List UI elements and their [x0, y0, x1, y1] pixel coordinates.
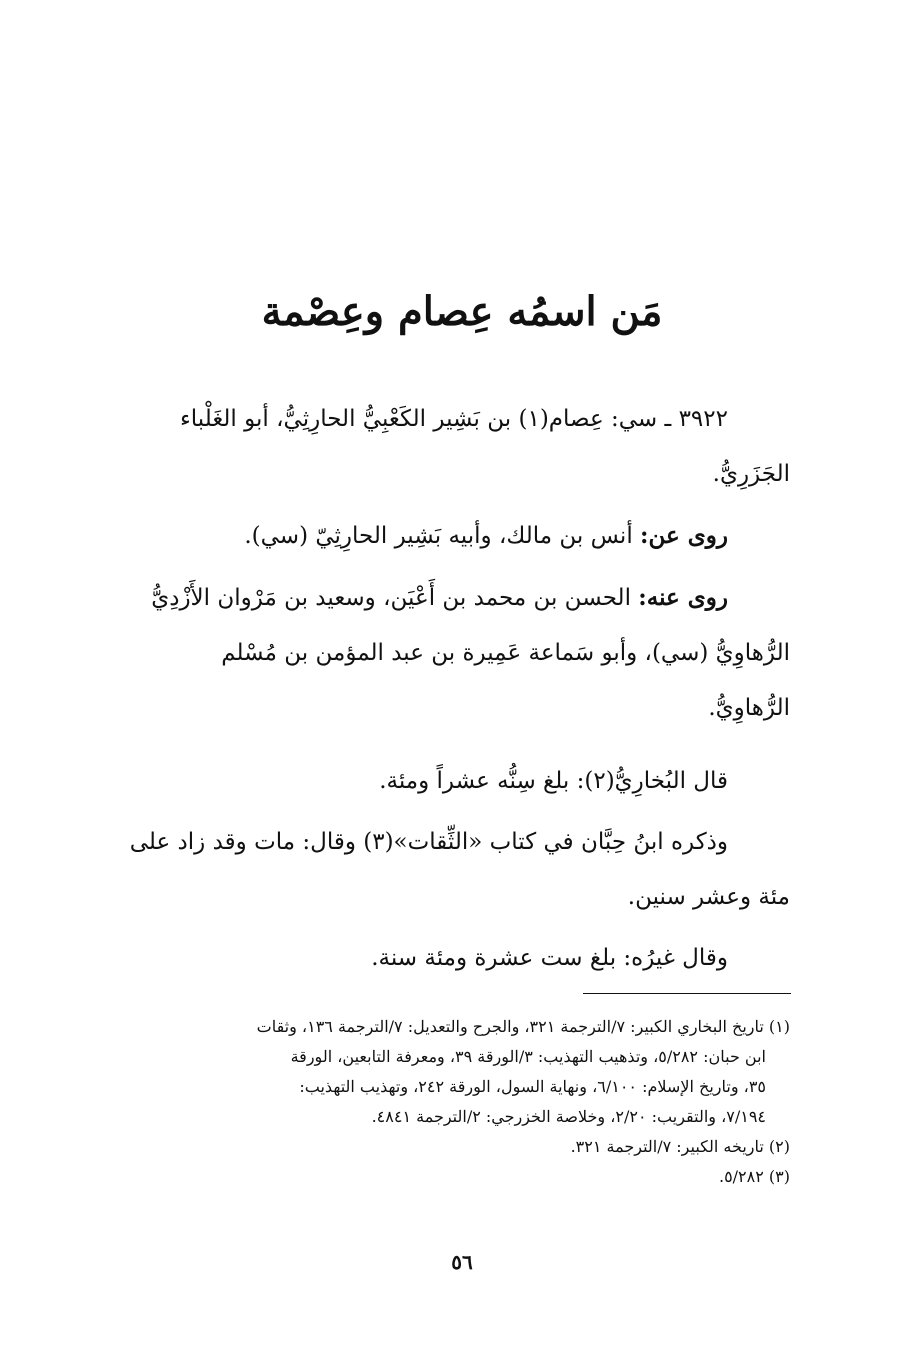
- narrated-from-paragraph: [90, 508, 790, 564]
- ibn-hibban-statement: وذكره ابنُ حِبَّان في كتاب «الثِّقات»(٣) وقال: مات وقد زاد على: [129, 829, 728, 855]
- footnote-1-line-4: ٧/١٩٤، والتقريب: ٢/٢٠، وخلاصة الخزرجي: ٢/الترجمة ٤٨٤١.: [371, 1107, 766, 1126]
- narrated-by-line-3: الرُّهاوِيُّ.: [708, 695, 790, 721]
- others-statement: وقال غيرُه: بلغ ست عشرة ومئة سنة.: [371, 945, 728, 971]
- footnotes: [90, 1012, 790, 1192]
- narrated-from-label: روى عن:: [640, 522, 728, 549]
- page-number: ٥٦: [451, 1250, 473, 1274]
- footnote-2: (٢) تاريخه الكبير: ٧/الترجمة ٣٢١.: [570, 1137, 790, 1156]
- footnote-3: (٣) ٥/٢٨٢.: [718, 1167, 790, 1186]
- narrated-by-paragraph: [90, 570, 790, 626]
- footnote-1: (١) تاريخ البخاري الكبير: ٧/الترجمة ٣٢١، والجرح والتعديل: ٧/الترجمة ١٣٦، وثقات: [256, 1017, 790, 1036]
- section-title: مَن اسمُه عِصام وعِصْمة: [261, 288, 663, 335]
- entry-body: [90, 392, 790, 986]
- entry-heading-continuation: الجَزَرِيُّ.: [712, 461, 790, 487]
- narrated-by-line-2: الرُّهاوِيُّ (سي)، وأبو سَماعة عَمِيرة بن عبد المؤمن بن مُسْلم: [221, 640, 790, 666]
- bukhari-statement: قال البُخارِيُّ(٢): بلغ سِنُّه عشراً ومئة.: [379, 768, 728, 794]
- narrated-by-label: روى عنه:: [638, 584, 728, 611]
- narrated-from-text: أنس بن مالك، وأبيه بَشِير الحارِثِيّ (سي).: [244, 523, 641, 549]
- footnote-divider: [583, 993, 791, 994]
- footnote-1-line-2: ابن حبان: ٥/٢٨٢، وتذهيب التهذيب: ٣/الورقة ٣٩، ومعرفة التابعين، الورقة: [290, 1047, 766, 1066]
- footnote-1-line-3: ٣٥، وتاريخ الإسلام: ٦/١٠٠، ونهاية السول، الورقة ٢٤٢، وتهذيب التهذيب:: [299, 1077, 766, 1096]
- narrated-by-text: الحسن بن محمد بن أَعْيَن، وسعيد بن مَرْوان الأَزْدِيُّ: [151, 585, 639, 611]
- ibn-hibban-continuation: مئة وعشر سنين.: [627, 884, 790, 910]
- entry-heading-line: ٣٩٢٢ ـ سي: عِصام(١) بن بَشِير الكَعْبِيُّ الحارِثِيُّ، أبو الغَلْباء: [179, 406, 728, 432]
